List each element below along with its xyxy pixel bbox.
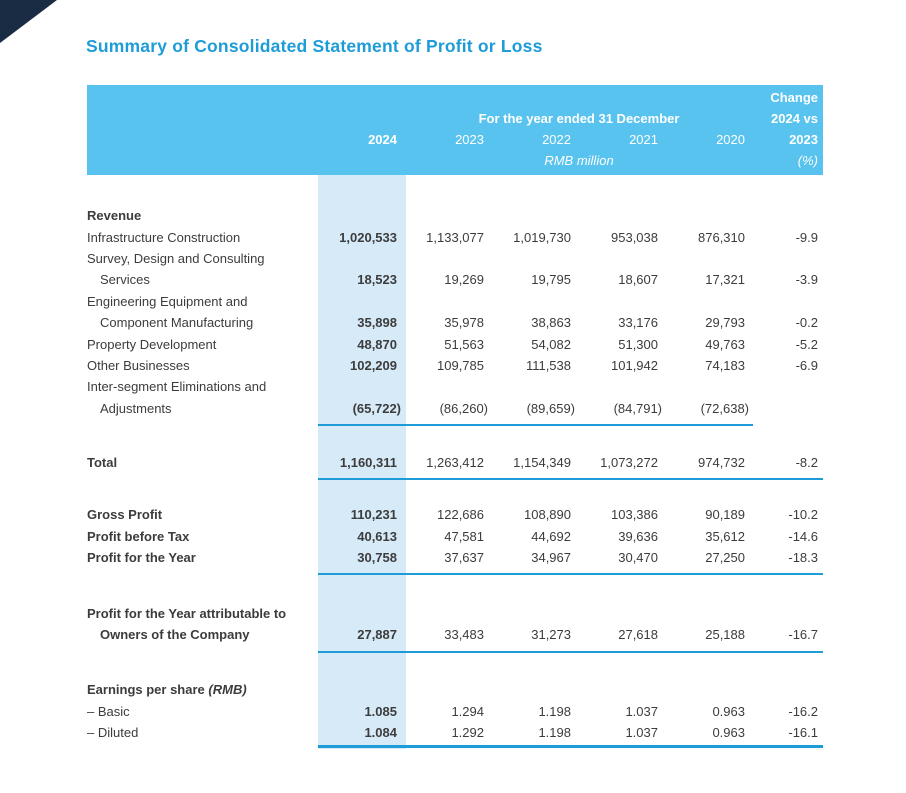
row-label: Revenue: [87, 208, 142, 224]
row-spacer: [87, 653, 823, 679]
row-label-italic-suffix: (RMB): [204, 682, 247, 698]
cell-change-pct: -16.1: [788, 725, 818, 741]
row-label: Total: [87, 455, 118, 471]
cell-value-col-3: 1.037: [625, 703, 658, 719]
cell-value-col-2: 34,967: [531, 550, 571, 566]
table-row: [87, 355, 823, 376]
header-label-spacer: [87, 132, 318, 147]
header-years-row: [87, 132, 823, 147]
row-label: Adjustments: [100, 400, 172, 416]
row-label: Survey, Design and Consulting: [87, 250, 265, 266]
cell-value-col-3: 51,300: [618, 336, 658, 352]
cell-value-col-3: 1.037: [625, 725, 658, 741]
cell-change-pct: -8.2: [795, 455, 818, 471]
cell-value-col-0: 18,523: [357, 272, 397, 288]
cell-value-col-3: 33,176: [618, 315, 658, 331]
row-spacer: [87, 575, 823, 602]
row-label: Services: [100, 272, 150, 288]
table-header: [87, 85, 823, 175]
cell-value-col-2: 108,890: [524, 507, 571, 523]
cell-value-col-2: 1,019,730: [513, 229, 571, 245]
table-row: [87, 547, 823, 568]
page-title: Summary of Consolidated Statement of Profit or Loss: [86, 36, 543, 56]
cell-value-col-0: 110,231: [350, 507, 397, 523]
cell-value-col-2: 19,795: [531, 272, 571, 288]
corner-graphic: [0, 0, 57, 43]
cell-value-col-4: 876,310: [698, 229, 745, 245]
cell-change-pct: -5.2: [795, 336, 818, 352]
cell-value-col-1: 109,785: [437, 357, 484, 373]
cell-value-col-4: 74,183: [705, 357, 745, 373]
header-change-label-line2: 2024 vs: [771, 111, 818, 126]
row-spacer: [87, 426, 823, 452]
cell-value-col-1: 1.292: [451, 725, 484, 741]
row-label: Owners of the Company: [100, 627, 250, 643]
row-label: Inter-segment Eliminations and: [87, 379, 267, 395]
cell-value-col-2: 31,273: [531, 627, 571, 643]
row-label: Gross Profit: [87, 507, 163, 523]
cell-value-col-3: (84,791): [613, 400, 662, 416]
cell-value-col-1: 122,686: [437, 507, 484, 523]
header-year-col-5: 2023: [789, 132, 818, 147]
cell-value-col-3: 27,618: [618, 627, 658, 643]
table-row: [87, 376, 823, 397]
row-label: Property Development: [87, 336, 217, 352]
row-spacer: [87, 480, 823, 504]
table-row: [87, 398, 823, 419]
cell-value-col-4: 49,763: [705, 336, 745, 352]
table-row: [87, 291, 823, 312]
table-row: [87, 504, 823, 525]
cell-change-pct: -9.9: [795, 229, 818, 245]
row-label: Profit before Tax: [87, 528, 190, 544]
header-year-col-3: 2021: [629, 132, 658, 147]
cell-value-col-4: 90,189: [705, 507, 745, 523]
cell-value-col-0: 1.084: [364, 725, 397, 741]
cell-value-col-4: 27,250: [705, 550, 745, 566]
cell-value-col-4: 25,188: [705, 627, 745, 643]
row-label: Engineering Equipment and: [87, 293, 248, 309]
cell-value-col-1: 1.294: [451, 703, 484, 719]
cell-change-pct: -6.9: [795, 357, 818, 373]
table-body: [87, 175, 823, 748]
row-label: Component Manufacturing: [100, 315, 254, 331]
cell-value-col-4: 35,612: [705, 528, 745, 544]
table-row: [87, 624, 823, 645]
table-row: [87, 526, 823, 547]
table-rule: [318, 745, 823, 748]
cell-value-col-3: 30,470: [618, 550, 658, 566]
cell-value-col-0: 1,160,311: [339, 455, 397, 471]
table-row: [87, 205, 823, 226]
cell-value-col-1: 1,263,412: [426, 455, 484, 471]
row-label: – Diluted: [87, 725, 139, 741]
cell-value-col-1: 35,978: [444, 315, 484, 331]
cell-value-col-2: 111,538: [525, 357, 571, 373]
header-change-label-line1: Change: [770, 90, 818, 105]
cell-change-pct: -3.9: [795, 272, 818, 288]
row-label: Earnings per share (RMB): [87, 682, 247, 698]
cell-value-col-0: 27,887: [357, 627, 397, 643]
cell-value-col-4: 0.963: [712, 725, 745, 741]
table-row: [87, 312, 823, 333]
cell-value-col-0: 1.085: [364, 703, 397, 719]
cell-change-pct: -16.7: [788, 627, 818, 643]
table-row: [87, 722, 823, 743]
row-spacer: [87, 175, 823, 205]
cell-change-pct: -14.6: [788, 528, 818, 544]
row-label: Profit for the Year attributable to: [87, 605, 287, 621]
cell-value-col-0: 30,758: [357, 550, 397, 566]
cell-value-col-1: 19,269: [444, 272, 484, 288]
cell-value-col-4: (72,638): [700, 400, 749, 416]
cell-change-pct: -10.2: [788, 507, 818, 523]
cell-value-col-1: 47,581: [444, 528, 484, 544]
cell-value-col-0: 35,898: [357, 315, 397, 331]
cell-value-col-3: 101,942: [611, 357, 658, 373]
cell-value-col-3: 953,038: [611, 229, 658, 245]
cell-value-col-1: (86,260): [439, 400, 488, 416]
cell-change-pct: -16.2: [788, 703, 818, 719]
cell-value-col-2: 1.198: [538, 703, 571, 719]
row-label: – Basic: [87, 703, 130, 719]
cell-value-col-2: 54,082: [531, 336, 571, 352]
cell-value-col-0: 102,209: [350, 357, 397, 373]
table-row: [87, 679, 823, 700]
cell-value-col-1: 33,483: [444, 627, 484, 643]
cell-value-col-4: 29,793: [705, 315, 745, 331]
cell-value-col-2: 1,154,349: [513, 455, 571, 471]
cell-value-col-2: 1.198: [538, 725, 571, 741]
cell-value-col-1: 51,563: [444, 336, 484, 352]
row-label: Infrastructure Construction: [87, 229, 241, 245]
cell-value-col-4: 0.963: [712, 703, 745, 719]
table-row: [87, 452, 823, 473]
table-row: [87, 269, 823, 290]
table-row: [87, 701, 823, 722]
header-period-label: For the year ended 31 December: [478, 111, 680, 126]
cell-value-col-1: 1,133,077: [426, 229, 484, 245]
header-unit-label: RMB million: [544, 153, 614, 168]
table-row: [87, 226, 823, 247]
table-row: [87, 248, 823, 269]
cell-value-col-0: 40,613: [357, 528, 397, 544]
cell-value-col-2: (89,659): [526, 400, 575, 416]
table-row: [87, 602, 823, 623]
cell-value-col-3: 18,607: [618, 272, 658, 288]
cell-value-col-0: 1,020,533: [339, 229, 397, 245]
cell-value-col-3: 1,073,272: [600, 455, 658, 471]
cell-value-col-4: 17,321: [705, 272, 745, 288]
cell-value-col-4: 974,732: [698, 455, 745, 471]
cell-value-col-2: 38,863: [531, 315, 571, 331]
cell-value-col-0: 48,870: [357, 336, 397, 352]
header-year-col-0: 2024: [368, 132, 397, 147]
cell-value-col-1: 37,637: [444, 550, 484, 566]
header-year-col-4: 2020: [716, 132, 745, 147]
header-year-col-1: 2023: [455, 132, 484, 147]
cell-value-col-2: 44,692: [531, 528, 571, 544]
cell-change-pct: -0.2: [795, 315, 818, 331]
cell-value-col-3: 103,386: [611, 507, 658, 523]
row-label: Other Businesses: [87, 357, 190, 373]
header-year-col-2: 2022: [542, 132, 571, 147]
row-label: Profit for the Year: [87, 550, 196, 566]
cell-value-col-0: (65,722): [352, 400, 401, 416]
header-change-unit-label: (%): [797, 153, 818, 168]
cell-value-col-3: 39,636: [618, 528, 658, 544]
table-row: [87, 333, 823, 354]
cell-change-pct: -18.3: [788, 550, 818, 566]
